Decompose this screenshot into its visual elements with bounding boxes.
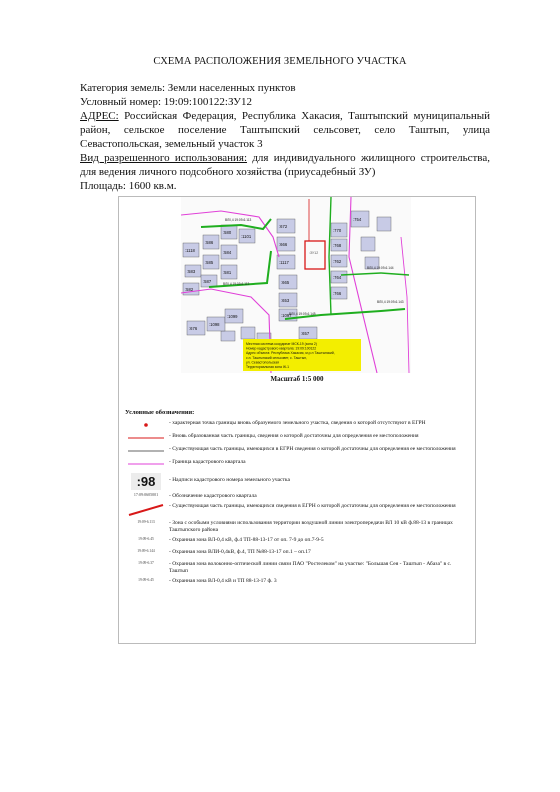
- legend-item-zone-vl10: 19:09-6.113 - Зона с особыми условиями использования территории воздушной линии электропередачи ВЛ 10 кВ ф.88-13 в границах Таштыпского района: [137, 520, 453, 533]
- address: [80, 109, 490, 151]
- black-line-icon: [126, 446, 166, 456]
- parcel-label: :583: [187, 269, 196, 274]
- red-dot-icon: [131, 420, 161, 430]
- parcel-label: :768: [333, 243, 342, 248]
- zone-tag-a: 19:09-6.113: [137, 520, 155, 524]
- parcel-label: :1118: [185, 248, 195, 253]
- parcel-label: :1097: [281, 313, 292, 318]
- legend-item-quarter-border: - Граница кадастрового квартала: [125, 459, 470, 469]
- legend-item-existing-border: - Существующая часть границы, имеющихся в ЕГРН сведения о которой достаточны для определения ее местоположения: [125, 446, 470, 456]
- callout-line: Местная система координат МСК-19 (зона 2): [246, 342, 317, 346]
- parcel-shape: [377, 217, 391, 231]
- zone-tag-c: 19:09-6.144: [137, 549, 155, 553]
- parcel-label: :676: [189, 326, 198, 331]
- parcel-label: :584: [223, 250, 232, 255]
- use-text: для индивидуального жилищного строительства, для ведения личного подсобного хозяйства (приусадебный ЗУ): [80, 152, 490, 178]
- legend-item-new-border: - Вновь образованная часть границы, сведения о которой достаточны для определения ее местоположения: [125, 433, 470, 443]
- parcel-label: :1098: [209, 322, 220, 327]
- zone-label: ВЛ0,4 19:09-6.145: [289, 312, 316, 316]
- parcel-label: :672: [279, 224, 288, 229]
- zone-label: ВЛ0,4 19:09-6.144: [367, 266, 394, 270]
- address-text: Российская Федерация, Республика Хакасия, Таштыпский муниципальный район, сельское поселение Таштыпский сельсовет, село Таштып, улица Севастопольская, земельный участок 3: [80, 110, 490, 150]
- parcel-label: :657: [301, 331, 310, 336]
- zone-label: ВЛ0,4 19:09-6.113: [225, 218, 252, 222]
- parcel-label: :754: [353, 217, 362, 222]
- parcel-label: :1117: [279, 260, 289, 265]
- svg-text::ЗУ12: :ЗУ12: [309, 251, 319, 255]
- parcel-label: :1101: [241, 234, 252, 239]
- land-category: Категория земель: Земли населенных пунктов: [80, 82, 296, 94]
- callout-line: с.п. Таштыпский сельсовет, с. Таштып,: [246, 355, 307, 360]
- parcel-label: :582: [185, 287, 194, 292]
- address-label: АДРЕС:: [80, 110, 119, 122]
- parcel-label: :665: [281, 280, 290, 285]
- legend-item-zone-vl04-a: 19:09-6.45 - Охранная зона ВЛ-0,4 кВ, ф.4 ТП-88-13-17 от оп. 7-9 до оп.7-9-5: [138, 537, 324, 543]
- legend-item-point: - характерная точка границы вновь образуемого земельного участка, сведения о которой отсутствуют в ЕГРН: [125, 420, 470, 430]
- map-canvas: [181, 197, 411, 373]
- permitted-use: [80, 151, 490, 179]
- red-line-icon: [126, 433, 166, 443]
- parcel-label: :587: [203, 279, 212, 284]
- parcel-label: :586: [205, 240, 214, 245]
- page-title: СХЕМА РАСПОЛОЖЕНИЯ ЗЕМЕЛЬНОГО УЧАСТКА: [153, 56, 407, 67]
- legend-item-zone-vl04-b: 19:09-6.45 - Охранная зона ВЛ-0,4 кВ и ТП 88-13-17 ф. 3: [138, 578, 277, 584]
- red-diagonal-line-icon: [126, 503, 166, 517]
- zone-label: ВЛ0,4 19:09-6.143: [377, 300, 404, 304]
- parcel-label: :1099: [227, 314, 238, 319]
- legend-item-quarter-label: 17:09:0605001 - Обозначение кадастрового квартала: [133, 492, 257, 499]
- use-label: Вид разрешенного использования:: [80, 152, 248, 164]
- parcel-shape: [221, 331, 235, 341]
- parcel-label: :666: [279, 242, 288, 247]
- parcel-label: :764: [333, 275, 342, 280]
- legend-title: Условные обозначения:: [125, 409, 195, 416]
- legend-item-zone-vli: 19:09-6.144 - Охранная зона ВЛИ-0,4кВ, ф.4, ТП №88-13-17 оп.1 – оп.17: [137, 549, 311, 555]
- scheme-sheet: [118, 196, 476, 644]
- parcel-info: [80, 81, 490, 193]
- quarter-code-sample: 17:09:0605001: [133, 492, 159, 497]
- callout-line: ул. Севастопольская: [246, 360, 279, 365]
- cadastral-map: [181, 197, 411, 373]
- parcel-label: :585: [205, 260, 214, 265]
- zone-tag-d: 19:09-6.37: [138, 561, 154, 565]
- parcel-shape: [241, 327, 255, 339]
- conditional-number: Условный номер: 19:09:100122:ЗУ12: [80, 96, 252, 108]
- parcel-label: :580: [223, 230, 232, 235]
- parcel-label: :581: [223, 270, 232, 275]
- parcel-label-sample: :98: [131, 473, 162, 490]
- parcel-label: :770: [333, 228, 342, 233]
- area: Площадь: 1600 кв.м.: [80, 180, 177, 192]
- map-scale: Масштаб 1:5 000: [270, 375, 324, 383]
- parcel-shape: [361, 237, 375, 251]
- legend-item-parcel-label: :98 - Надписи кадастрового номера земельного участка: [125, 473, 470, 490]
- parcel-label: :762: [333, 259, 342, 264]
- zone-tag-e: 19:09-6.45: [138, 578, 154, 582]
- callout-line: Номер кадастрового квартала: 19:09:100122: [246, 346, 317, 351]
- magenta-line-icon: [126, 459, 166, 469]
- callout-line: Адрес объекта: Республика Хакасия, м.р-н Таштыпский,: [246, 351, 335, 356]
- callout-line: Территориальная зона Ж-1: [246, 365, 290, 369]
- parcel-label: :766: [333, 291, 342, 296]
- legend-item-zone-fiber: 19:09-6.37 - Охранная зона волоконно-оптической линии связи ПАО "Ростелеком" на участке: "Большая Сея - Таштып - Абаза" в с. Таштып: [138, 561, 452, 574]
- legend: [125, 409, 470, 588]
- parcel-label: :653: [281, 298, 290, 303]
- zone-tag-b: 19:09-6.45: [138, 537, 154, 541]
- zone-label: ВЛ0,4 19:09-6.113: [223, 282, 250, 286]
- legend-item-existing-border-b: - Существующая часть границы, имеющихся сведения в ЕГРН о которой достаточны для определения ее местоположения: [125, 503, 470, 517]
